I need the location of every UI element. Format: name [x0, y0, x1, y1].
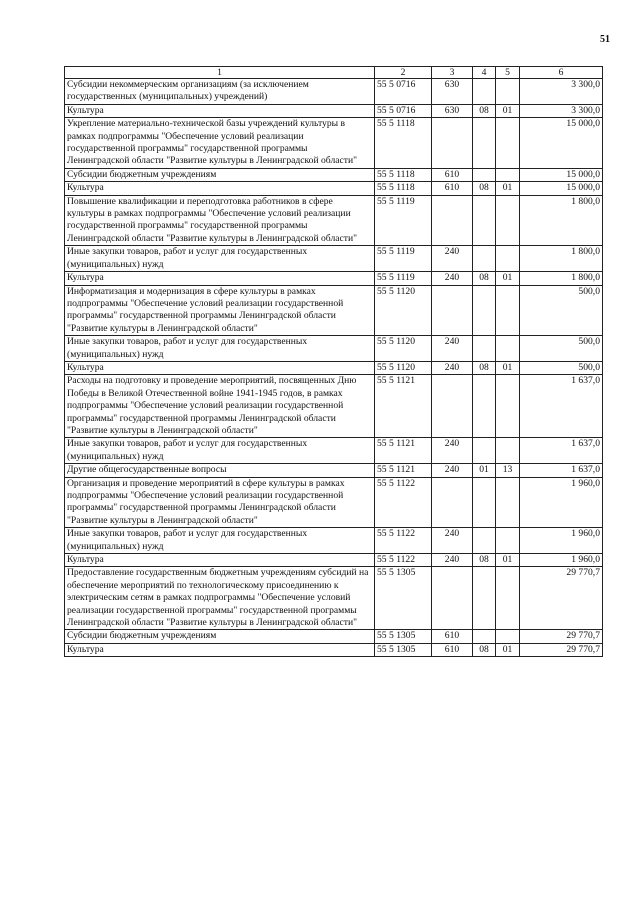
amount-value: 1 637,0	[520, 375, 603, 438]
row-description: Расходы на подготовку и проведение мероприятий, посвященных Дню Победы в Великой Отечественной войне 1941-1945 годов, в рамках подпрограммы "Обеспечение условий реализации государственной программы" государственной программы Ленинградской области "Развитие культуры в Ленинградской области"	[65, 375, 375, 438]
expense-type-code: 240	[432, 361, 473, 374]
column-header: 3	[432, 67, 473, 79]
row-description: Культура	[65, 643, 375, 656]
expense-type-code: 610	[432, 182, 473, 195]
table-row	[65, 195, 603, 246]
target-article-code: 55 5 1120	[375, 361, 432, 374]
subsection-code	[496, 630, 520, 643]
section-code	[473, 246, 496, 272]
expense-type-code: 240	[432, 272, 473, 285]
subsection-code	[496, 567, 520, 630]
amount-value: 15 000,0	[520, 182, 603, 195]
table-row	[65, 118, 603, 169]
target-article-code: 55 5 1118	[375, 168, 432, 181]
expense-type-code: 240	[432, 464, 473, 477]
target-article-code: 55 5 1305	[375, 630, 432, 643]
target-article-code: 55 5 1120	[375, 285, 432, 336]
subsection-code: 01	[496, 182, 520, 195]
target-article-code: 55 5 1121	[375, 375, 432, 438]
subsection-code	[496, 336, 520, 362]
expense-type-code: 240	[432, 528, 473, 554]
target-article-code: 55 5 1118	[375, 182, 432, 195]
expense-type-code: 240	[432, 336, 473, 362]
expense-type-code: 630	[432, 104, 473, 117]
row-description: Культура	[65, 361, 375, 374]
subsection-code	[496, 477, 520, 528]
amount-value: 3 300,0	[520, 104, 603, 117]
amount-value: 29 770,7	[520, 643, 603, 656]
expense-type-code: 240	[432, 246, 473, 272]
amount-value: 1 637,0	[520, 438, 603, 464]
column-header: 1	[65, 67, 375, 79]
table-row	[65, 272, 603, 285]
amount-value: 29 770,7	[520, 567, 603, 630]
expense-type-code	[432, 477, 473, 528]
subsection-code	[496, 118, 520, 169]
subsection-code	[496, 285, 520, 336]
subsection-code: 01	[496, 361, 520, 374]
amount-value: 500,0	[520, 336, 603, 362]
section-code	[473, 118, 496, 169]
row-description: Другие общегосударственные вопросы	[65, 464, 375, 477]
amount-value: 1 800,0	[520, 272, 603, 285]
subsection-code	[496, 79, 520, 105]
table-row	[65, 477, 603, 528]
section-code: 08	[473, 104, 496, 117]
subsection-code	[496, 438, 520, 464]
column-header: 5	[496, 67, 520, 79]
section-code: 08	[473, 182, 496, 195]
expense-type-code: 240	[432, 438, 473, 464]
section-code	[473, 477, 496, 528]
row-description: Иные закупки товаров, работ и услуг для государственных (муниципальных) нужд	[65, 336, 375, 362]
subsection-code	[496, 168, 520, 181]
amount-value: 1 960,0	[520, 528, 603, 554]
amount-value: 1 800,0	[520, 246, 603, 272]
section-code	[473, 79, 496, 105]
row-description: Укрепление материально-технической базы учреждений культуры в рамках подпрограммы "Обеспечение условий реализации государственной программы" государственной программы Ленинградской области "Развитие культуры в Ленинградской области"	[65, 118, 375, 169]
row-description: Организация и проведение мероприятий в сфере культуры в рамках подпрограммы "Обеспечение условий реализации государственной программы" государственной программы Ленинградской области "Развитие культуры в Ленинградской области"	[65, 477, 375, 528]
target-article-code: 55 5 0716	[375, 79, 432, 105]
subsection-code	[496, 195, 520, 246]
expense-type-code: 610	[432, 630, 473, 643]
subsection-code: 13	[496, 464, 520, 477]
target-article-code: 55 5 1122	[375, 554, 432, 567]
table-row	[65, 643, 603, 656]
subsection-code: 01	[496, 554, 520, 567]
amount-value: 3 300,0	[520, 79, 603, 105]
column-header: 2	[375, 67, 432, 79]
row-description: Культура	[65, 182, 375, 195]
expense-type-code: 610	[432, 643, 473, 656]
table-row	[65, 528, 603, 554]
expense-type-code	[432, 285, 473, 336]
section-code	[473, 195, 496, 246]
row-description: Субсидии бюджетным учреждениям	[65, 168, 375, 181]
table-row	[65, 168, 603, 181]
section-code	[473, 630, 496, 643]
table-row	[65, 79, 603, 105]
section-code	[473, 336, 496, 362]
row-description: Культура	[65, 554, 375, 567]
table-row	[65, 464, 603, 477]
amount-value: 500,0	[520, 285, 603, 336]
amount-value: 1 960,0	[520, 477, 603, 528]
page-number: 51	[600, 34, 610, 45]
table-row	[65, 554, 603, 567]
row-description: Иные закупки товаров, работ и услуг для государственных (муниципальных) нужд	[65, 438, 375, 464]
table-row	[65, 246, 603, 272]
target-article-code: 55 5 1120	[375, 336, 432, 362]
target-article-code: 55 5 1122	[375, 528, 432, 554]
target-article-code: 55 5 1121	[375, 464, 432, 477]
table-row	[65, 361, 603, 374]
expense-type-code	[432, 567, 473, 630]
section-code	[473, 375, 496, 438]
target-article-code: 55 5 1122	[375, 477, 432, 528]
amount-value: 1 637,0	[520, 464, 603, 477]
subsection-code	[496, 528, 520, 554]
row-description: Повышение квалификации и переподготовка работников в сфере культуры в рамках подпрограммы "Обеспечение условий реализации государственной программы" государственной программы Ленинградской области "Развитие культуры в Ленинградской области"	[65, 195, 375, 246]
table-row	[65, 285, 603, 336]
expense-type-code	[432, 118, 473, 169]
target-article-code: 55 5 1119	[375, 246, 432, 272]
subsection-code: 01	[496, 272, 520, 285]
row-description: Субсидии бюджетным учреждениям	[65, 630, 375, 643]
section-code	[473, 285, 496, 336]
row-description: Иные закупки товаров, работ и услуг для государственных (муниципальных) нужд	[65, 528, 375, 554]
row-description: Культура	[65, 104, 375, 117]
expense-type-code	[432, 375, 473, 438]
row-description: Иные закупки товаров, работ и услуг для государственных (муниципальных) нужд	[65, 246, 375, 272]
target-article-code: 55 5 1118	[375, 118, 432, 169]
subsection-code	[496, 375, 520, 438]
target-article-code: 55 5 1119	[375, 195, 432, 246]
section-code: 08	[473, 643, 496, 656]
target-article-code: 55 5 1305	[375, 567, 432, 630]
row-description: Предоставление государственным бюджетным учреждениям субсидий на обеспечение мероприятий по технологическому присоединению к электрическим сетям в рамках подпрограммы "Обеспечение условий реализации государственной программы" государственной программы Ленинградской области "Развитие культуры в Ленинградской области"	[65, 567, 375, 630]
target-article-code: 55 5 1305	[375, 643, 432, 656]
table-row	[65, 336, 603, 362]
budget-table	[64, 66, 603, 657]
target-article-code: 55 5 1119	[375, 272, 432, 285]
section-code: 08	[473, 272, 496, 285]
table-row	[65, 630, 603, 643]
expense-type-code: 240	[432, 554, 473, 567]
section-code: 08	[473, 554, 496, 567]
row-description: Информатизация и модернизация в сфере культуры в рамках подпрограммы "Обеспечение условий реализации государственной программы" государственной программы Ленинградской области "Развитие культуры в Ленинградской области"	[65, 285, 375, 336]
amount-value: 500,0	[520, 361, 603, 374]
expense-type-code	[432, 195, 473, 246]
target-article-code: 55 5 0716	[375, 104, 432, 117]
target-article-code: 55 5 1121	[375, 438, 432, 464]
section-code: 08	[473, 361, 496, 374]
row-description: Субсидии некоммерческим организациям (за исключением государственных (муниципальных) учреждений)	[65, 79, 375, 105]
table-row	[65, 104, 603, 117]
amount-value: 29 770,7	[520, 630, 603, 643]
amount-value: 15 000,0	[520, 118, 603, 169]
table-row	[65, 182, 603, 195]
amount-value: 1 800,0	[520, 195, 603, 246]
amount-value: 15 000,0	[520, 168, 603, 181]
subsection-code: 01	[496, 643, 520, 656]
section-code	[473, 168, 496, 181]
table-row	[65, 375, 603, 438]
section-code	[473, 567, 496, 630]
subsection-code: 01	[496, 104, 520, 117]
expense-type-code: 630	[432, 79, 473, 105]
table-row	[65, 567, 603, 630]
row-description: Культура	[65, 272, 375, 285]
section-code	[473, 438, 496, 464]
column-header: 6	[520, 67, 603, 79]
column-header: 4	[473, 67, 496, 79]
subsection-code	[496, 246, 520, 272]
table-header-row	[65, 67, 603, 79]
section-code: 01	[473, 464, 496, 477]
amount-value: 1 960,0	[520, 554, 603, 567]
table-row	[65, 438, 603, 464]
section-code	[473, 528, 496, 554]
expense-type-code: 610	[432, 168, 473, 181]
